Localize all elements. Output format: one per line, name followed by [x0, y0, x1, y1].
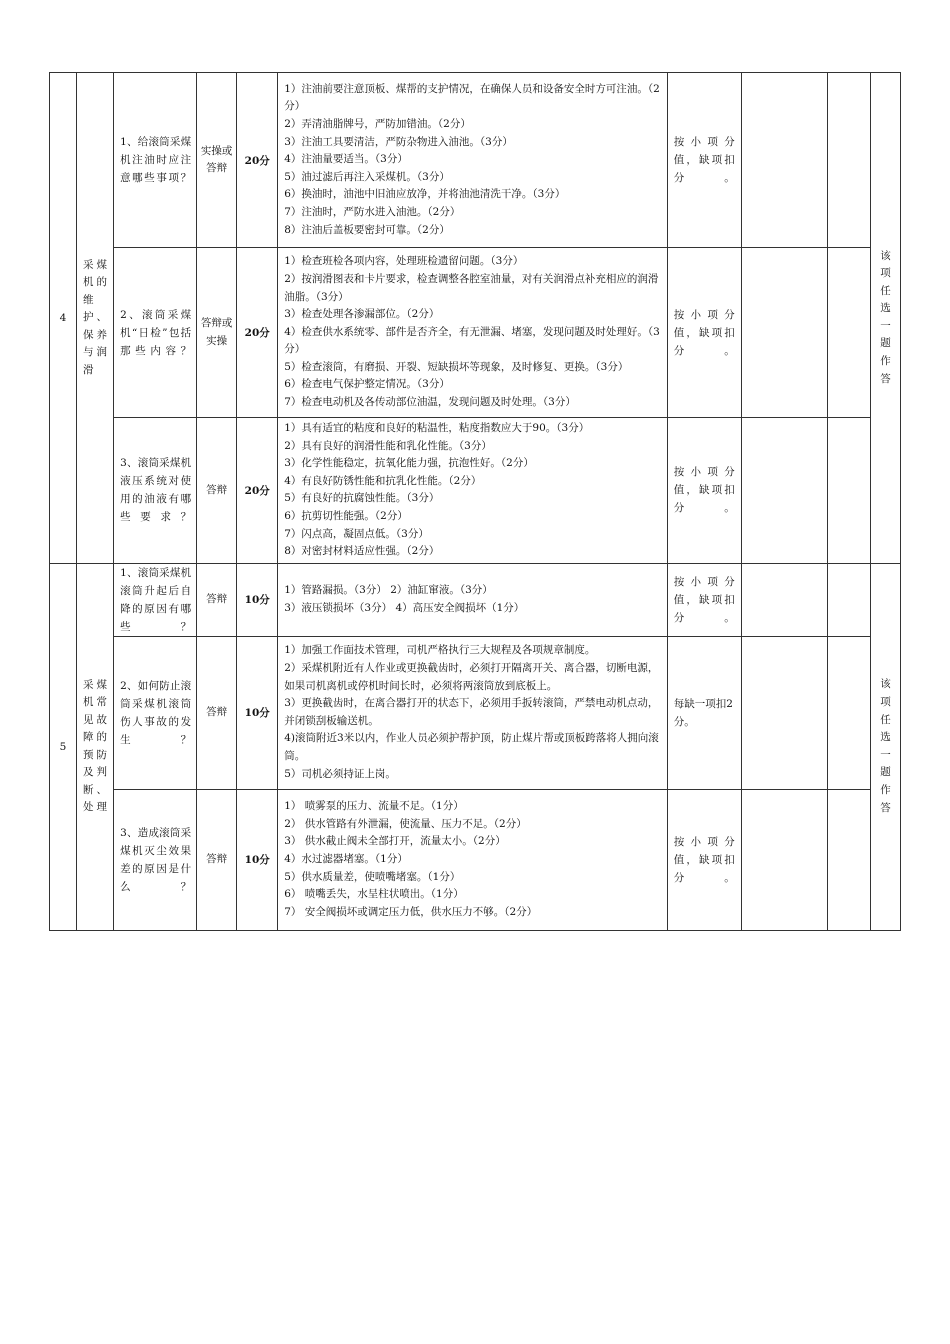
blank-cell: [827, 73, 870, 248]
answer-line: 1） 喷雾泵的压力、流量不足。（1分）: [284, 800, 464, 813]
question: 1、给滚筒采煤机注油时应注意哪些事项？: [114, 73, 197, 248]
assessment-table: [49, 72, 901, 931]
assessment-method: 实操或答辩: [197, 73, 237, 248]
table-row: [50, 418, 901, 564]
table-row: [50, 563, 901, 636]
answer-line: 3） 供水截止阀未全部打开，流量太小。（2分）: [284, 835, 506, 848]
section-topic: 采煤机常见故障的预防及判断、处理: [77, 563, 114, 930]
answer-line: 4）注油量要适当。（3分）: [284, 153, 408, 166]
scoring-standard: 按小项分值，缺项扣分。: [667, 789, 741, 930]
question: 2、滚筒采煤机“日检”包括那些内容？: [114, 248, 197, 418]
score: 10分: [237, 636, 278, 789]
section-note-text: 该项任选一题作答: [880, 678, 891, 814]
answer-line: 2）具有良好的润滑性能和乳化性能。（3分）: [284, 439, 492, 452]
table-row: [50, 248, 901, 418]
score: 10分: [237, 563, 278, 636]
answer-line: 2） 供水管路有外泄漏，使流量、压力不足。（2分）: [284, 817, 527, 830]
answer-line: 4）检查供水系统零、部件是否齐全，有无泄漏、堵塞，发现问题及时处理好。（3分）: [284, 325, 660, 356]
answer-line: 5）检查滚筒，有磨损、开裂、短缺损坏等现象，及时修复、更换。（3分）: [284, 360, 629, 373]
question: 2、如何防止滚筒采煤机滚筒伤人事故的发生？: [114, 636, 197, 789]
answer-line: 7）闪点高，凝固点低。（3分）: [284, 527, 429, 540]
answer-line: 8）注油后盖板要密封可靠。（2分）: [284, 223, 450, 236]
answer-line: 7）注油时，严防水进入油池。（2分）: [284, 205, 461, 218]
answer-line: 2）采煤机附近有人作业或更换截齿时，必须打开隔离开关、离合器，切断电源，如果司机离机或停机时间长时，必须将两滚筒放到底板上。: [284, 661, 659, 692]
assessment-method: 答辩或实操: [197, 248, 237, 418]
section-note: [870, 73, 900, 564]
section-number: 5: [50, 563, 77, 930]
answer-content: [278, 73, 667, 248]
blank-cell: [741, 563, 827, 636]
table-row: [50, 636, 901, 789]
answer-line: 6）抗剪切性能强。（2分）: [284, 509, 408, 522]
section-topic: 采煤机的维护、保养与润滑: [77, 73, 114, 564]
answer-line: 3）注油工具要清洁，严防杂物进入油池。（3分）: [284, 135, 513, 148]
scoring-standard: 按小项分值，缺项扣分。: [667, 248, 741, 418]
answer-line: 4）有良好防锈性能和抗乳化性能。（2分）: [284, 474, 482, 487]
table-row: [50, 789, 901, 930]
answer-line: 5）有良好的抗腐蚀性能。（3分）: [284, 492, 440, 505]
answer-line: 8）对密封材料适应性强。（2分）: [284, 545, 440, 558]
blank-cell: [827, 636, 870, 789]
scoring-standard: 每缺一项扣2分。: [667, 636, 741, 789]
answer-line: 5）司机必须持证上岗。: [284, 767, 396, 780]
score: 10分: [237, 789, 278, 930]
score: 20分: [237, 418, 278, 564]
scoring-standard: 按小项分值，缺项扣分。: [667, 73, 741, 248]
answer-line: 1）具有适宜的粘度和良好的粘温性，粘度指数应大于90。（3分）: [284, 422, 590, 434]
answer-line: 6） 喷嘴丢失，水呈柱状喷出。（1分）: [284, 888, 464, 901]
scoring-standard: 按小项分值，缺项扣分。: [667, 418, 741, 564]
section-note: [870, 563, 900, 930]
scoring-standard: 按小项分值，缺项扣分。: [667, 563, 741, 636]
score: 20分: [237, 248, 278, 418]
blank-cell: [741, 248, 827, 418]
score: 20分: [237, 73, 278, 248]
answer-line: 6）检查电气保护整定情况。（3分）: [284, 378, 450, 391]
blank-cell: [741, 789, 827, 930]
answer-line: 4)滚筒附近3米以内，作业人员必须护帮护顶，防止煤片帮或顶板跨落将人拥向滚筒。: [284, 732, 659, 762]
answer-line: 2）弄清油脂牌号，严防加错油。（2分）: [284, 118, 471, 131]
answer-line: 7）检查电动机及各传动部位油温，发现问题及时处理。（3分）: [284, 396, 576, 409]
blank-cell: [827, 418, 870, 564]
answer-line: 1）注油前要注意顶板、煤帮的支护情况，在确保人员和设备安全时方可注油。（2分）: [284, 82, 660, 113]
table-row: [50, 73, 901, 248]
section-number: 4: [50, 73, 77, 564]
blank-cell: [741, 73, 827, 248]
answer-line: 4）水过滤器堵塞。（1分）: [284, 852, 408, 865]
answer-line: 7） 安全阀损坏或调定压力低，供水压力不够。（2分）: [284, 905, 538, 918]
answer-content: [278, 248, 667, 418]
section-note-text: 该项任选一题作答: [880, 249, 891, 385]
question: 3、造成滚筒采煤机灭尘效果差的原因是什么？: [114, 789, 197, 930]
answer-line: 3）检查处理各渗漏部位。（2分）: [284, 308, 440, 321]
answer-line: 2）按润滑图表和卡片要求，检查调整各腔室油量，对有关润滑点补充相应的润滑油脂。（3分）: [284, 272, 659, 303]
blank-cell: [741, 418, 827, 564]
assessment-method: 答辩: [197, 789, 237, 930]
blank-cell: [827, 789, 870, 930]
assessment-method: 答辩: [197, 636, 237, 789]
assessment-method: 答辩: [197, 418, 237, 564]
answer-line: 1）管路漏损。（3分） 2）油缸窜液。（3分）: [284, 584, 493, 597]
question: 1、滚筒采煤机滚筒升起后自降的原因有哪些？: [114, 563, 197, 636]
answer-line: 3）化学性能稳定，抗氧化能力强，抗泡性好。（2分）: [284, 457, 534, 470]
blank-cell: [827, 248, 870, 418]
answer-content: [278, 418, 667, 564]
answer-line: 5）供水质量差，使喷嘴堵塞。（1分）: [284, 870, 461, 883]
answer-content: [278, 563, 667, 636]
answer-line: 3）液压锁损坏（3分） 4）高压安全阀损坏（1分）: [284, 601, 525, 614]
assessment-method: 答辩: [197, 563, 237, 636]
answer-line: 3）更换截齿时，在离合器打开的状态下，必须用手扳转滚筒，严禁电动机点动，并闭锁刮板输送机。: [284, 697, 659, 727]
answer-line: 1）加强工作面技术管理，司机严格执行三大规程及各项规章制度。: [284, 644, 596, 657]
answer-line: 5）油过滤后再注入采煤机。（3分）: [284, 170, 450, 183]
answer-content: [278, 636, 667, 789]
answer-line: 1）检查班检各项内容，处理班检遗留问题。（3分）: [284, 255, 524, 268]
answer-line: 6）换油时，油池中旧油应放净，并将油池清洗干净。（3分）: [284, 188, 566, 201]
blank-cell: [741, 636, 827, 789]
question: 3、滚筒采煤机液压系统对使用的油液有哪些要求？: [114, 418, 197, 564]
answer-content: [278, 789, 667, 930]
blank-cell: [827, 563, 870, 636]
